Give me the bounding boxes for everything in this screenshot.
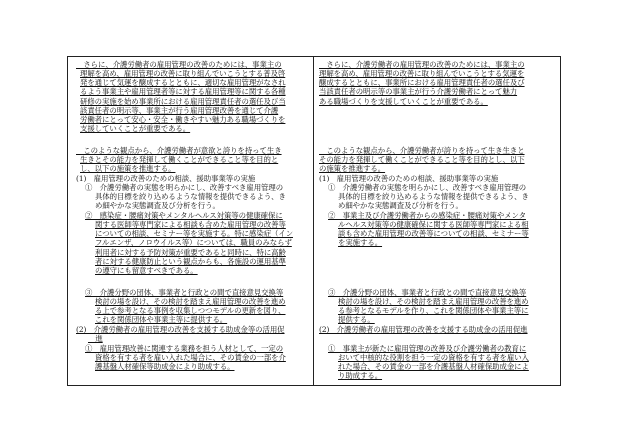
- left-heading-1: [76, 174, 255, 183]
- section-heading: (2) 介護労働者の雇用管理の改善を支援する助成金等の活用促: [76, 325, 285, 334]
- left-item-2: [85, 211, 293, 275]
- text-line: フルエンザ、ノロウイルス等）については、職員のみならず: [95, 238, 292, 248]
- left-paragraph-intro: [76, 60, 286, 133]
- text-line: 具体的目標を絞り込めるような情報を提供できるよう、き: [95, 192, 286, 202]
- text-line: 関する医師等専門家による相談も含めた雇用管理の改善等: [95, 220, 286, 230]
- text-line: の施策を推進する。: [319, 164, 386, 174]
- text-line: ③ 介護分野の団体、事業者と行政との間で直接意見交換等: [85, 288, 284, 297]
- left-item-4: [85, 344, 286, 371]
- text-line: の遵守にも留意すべきである。: [95, 265, 198, 275]
- text-line: ある職場づくりを支援していくことが重要である。: [319, 96, 488, 106]
- right-item-3: [328, 288, 529, 325]
- text-line: 談も含めた雇用管理の改善等についての相談、セミナー等: [338, 229, 529, 239]
- right-item-1: [328, 183, 529, 210]
- right-column-current-text: [314, 57, 560, 385]
- text-line: についての相談、セミナー等を実施する。特に感染症（イン: [95, 229, 294, 239]
- text-line: その能力を発揮して働くことができること等を目的とし、以下: [319, 155, 525, 165]
- text-line: ① 事業主が新たに雇用管理の改善及び介護労働者の教育に: [328, 344, 527, 353]
- text-line: ルヘルス対策等の健康確保に関する医師等専門家による相: [338, 220, 529, 230]
- comparison-table: [67, 56, 561, 386]
- text-line: このような観点から、介護労働者が意欲と誇りを持って生き: [76, 146, 282, 155]
- text-line: このような観点から、介護労働者が誇りを持って生き生きと: [319, 146, 525, 155]
- right-heading-2: [319, 325, 528, 334]
- left-column-revised-text: [68, 57, 314, 385]
- text-line: ① 介護労働者の実態を明らかにし、改善すべき雇用管理の: [328, 183, 527, 192]
- right-item-2: [328, 211, 529, 248]
- text-line: 当該責任者の明示等の事業主が行う介護労働者にとって魅力: [319, 87, 518, 97]
- text-line: り助成する。: [338, 371, 383, 381]
- text-line: るよう事業主や雇用管理者等に対する雇用管理等に関する各種: [80, 87, 286, 97]
- right-heading-1: [319, 174, 498, 183]
- section-heading: (1) 雇用管理の改善のための相談、援助事業等の実施: [319, 174, 499, 183]
- left-item-3: [85, 288, 286, 325]
- right-paragraph-intro: [319, 60, 525, 106]
- text-line: 理解を高め、雇用管理の改善に取り組んでいこうとする気運を: [319, 69, 525, 79]
- text-line: 研修の実施を始め事業所における雇用管理責任者の選任及び当: [80, 96, 286, 106]
- text-line: 護基盤人材確保等助成金により助成する。: [95, 362, 235, 372]
- text-line: 利用者に対する予防対策が重要であると同時に、特に高齢: [95, 247, 286, 257]
- text-line: ② 感染症・腰痛対策やメンタルヘルス対策等の健康確保に: [85, 211, 283, 220]
- left-heading-2: [76, 325, 285, 343]
- text-line: 検討の場を設け、その検討を踏まえ雇用管理の改善を進め: [95, 297, 286, 307]
- text-line: さらに、介護労働者の雇用管理の改善のためには、事業主の: [319, 60, 525, 69]
- text-line: ① 介護労働者の実態を明らかにし、改善すべき雇用管理の: [85, 183, 284, 192]
- text-line: 資格を有する者を雇い入れた場合に、その賃金の一部を介: [95, 353, 286, 363]
- right-paragraph-purpose: [319, 146, 525, 173]
- section-heading: (1) 雇用管理の改善のための相談、援助事業等の実施: [76, 174, 256, 183]
- text-line: 醸成するとともに、事業所における雇用管理責任者の選任及び: [319, 78, 525, 88]
- text-line: おいて中核的な役割を担う一定の資格を有する者を雇い入: [338, 353, 529, 363]
- text-line: を実施する。: [338, 238, 383, 248]
- section-heading: (2) 介護労働者の雇用管理の改善を支援する助成金の活用促進: [319, 325, 528, 334]
- text-line: ③ 介護分野の団体、事業者と行政との間で直接意見交換等: [328, 288, 527, 297]
- text-line: 支援していくことが重要である。: [80, 123, 191, 133]
- text-line: 理解を高め、雇用管理の改善に取り組んでいこうとする普及啓: [80, 69, 286, 79]
- text-line: 具体的目標を絞り込めるような情報を提供できるよう、き: [338, 192, 529, 202]
- text-line: 該責任者の明示等、事業主が行う雇用管理改善を通じて介護: [80, 105, 279, 115]
- text-line: 者に対する健康防止という観点からも、各施設の運用基準: [95, 256, 286, 266]
- text-line: さらに、介護労働者の雇用管理の改善のためには、事業主の: [76, 60, 282, 69]
- text-line: 生きとその能力を発揮して働くことができること等を目的と: [80, 155, 279, 165]
- text-line: 労働者にとって安心・安全・働きやすい魅力ある職場づくりを: [80, 114, 286, 124]
- text-line: 発を通じて気運を醸成するとともに、適切な雇用管理がなされ: [80, 78, 286, 88]
- text-line: し、以下の施策を推進する。: [80, 164, 176, 174]
- left-item-1: [85, 183, 286, 210]
- text-line: め細やかな実態調査及び分析を行う。: [95, 201, 220, 211]
- text-line: 提供する。: [338, 315, 375, 325]
- text-line: ② 事業主及び介護労働者からの感染症・腰痛対策やメンタ: [328, 211, 526, 220]
- text-line: る参考となるモデルを作り、これを関係団体や事業主等に: [338, 306, 529, 316]
- section-heading: 進: [88, 334, 103, 344]
- left-paragraph-purpose: [76, 146, 282, 173]
- text-line: れた場合、その賃金の一部を介護基盤人材確保助成金によ: [338, 362, 529, 372]
- text-line: 検討の場を設け、その検討を踏まえ雇用管理の改善を進め: [338, 297, 529, 307]
- text-line: る上で参考となる事例を収集しつつモデルの更新を図り、: [95, 306, 286, 316]
- text-line: これを関係団体や事業主等に提供する。: [95, 315, 228, 325]
- text-line: め細やかな実態調査及び分析を行う。: [338, 201, 463, 211]
- text-line: ① 雇用管理改善に関連する業務を担う人材として、一定の: [85, 344, 284, 353]
- right-item-4: [328, 344, 529, 381]
